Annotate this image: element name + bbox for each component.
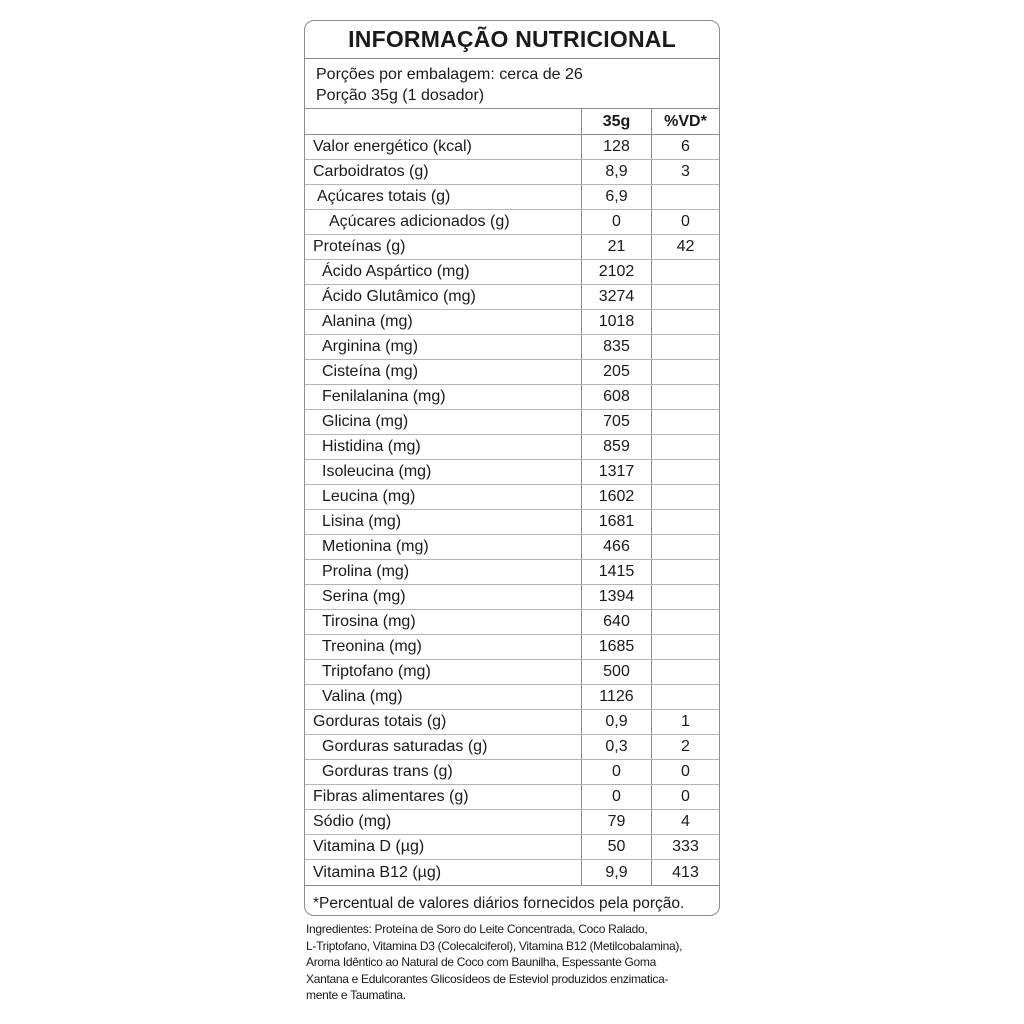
table-row xyxy=(305,535,719,560)
portion-size: Porção 35g (1 dosador) xyxy=(316,87,485,104)
nutrient-name: Leucina (mg) xyxy=(322,488,416,505)
ingredients-text xyxy=(306,921,726,1004)
ingredients-line: mente e Taumatina. xyxy=(306,988,406,1002)
nutrient-value: 1126 xyxy=(581,685,651,709)
nutrient-name: Carboidratos (g) xyxy=(313,163,429,180)
nutrient-name: Ácido Aspártico (mg) xyxy=(322,263,470,280)
nutrient-name: Metionina (mg) xyxy=(322,538,429,555)
nutrition-table xyxy=(305,109,719,886)
table-row xyxy=(305,685,719,710)
nutrient-name: Fibras alimentares (g) xyxy=(313,788,469,805)
table-row xyxy=(305,560,719,585)
nutrient-name: Isoleucina (mg) xyxy=(322,463,432,480)
nutrient-value: 0 xyxy=(581,760,651,784)
nutrient-name: Lisina (mg) xyxy=(322,513,402,530)
nutrient-value: 21 xyxy=(581,235,651,259)
nutrient-daily-value xyxy=(651,660,719,684)
nutrient-daily-value: 6 xyxy=(651,135,719,159)
nutrient-name: Triptofano (mg) xyxy=(322,663,431,680)
nutrient-value: 500 xyxy=(581,660,651,684)
nutrient-name: Gorduras trans (g) xyxy=(322,763,453,780)
nutrient-name: Açúcares adicionados (g) xyxy=(329,213,510,230)
nutrient-daily-value xyxy=(651,410,719,434)
table-row xyxy=(305,410,719,435)
nutrient-value: 1602 xyxy=(581,485,651,509)
nutrient-daily-value xyxy=(651,635,719,659)
nutrient-daily-value xyxy=(651,385,719,409)
table-row xyxy=(305,310,719,335)
nutrient-name: Gorduras totais (g) xyxy=(313,713,447,730)
nutrient-daily-value: 1 xyxy=(651,710,719,734)
label-title: INFORMAÇÃO NUTRICIONAL xyxy=(305,21,719,59)
nutrient-daily-value: 4 xyxy=(651,810,719,834)
table-row xyxy=(305,760,719,785)
nutrient-name: Histidina (mg) xyxy=(322,438,421,455)
nutrient-value: 859 xyxy=(581,435,651,459)
table-row xyxy=(305,660,719,685)
nutrient-name: Treonina (mg) xyxy=(322,638,422,655)
nutrient-daily-value xyxy=(651,510,719,534)
table-row xyxy=(305,485,719,510)
nutrient-value: 835 xyxy=(581,335,651,359)
ingredients-line: Aroma Idêntico ao Natural de Coco com Baunilha, Espessante Goma xyxy=(306,955,656,969)
nutrient-daily-value xyxy=(651,260,719,284)
column-header-portion: 35g xyxy=(581,109,651,134)
nutrient-daily-value: 0 xyxy=(651,760,719,784)
nutrient-daily-value: 333 xyxy=(651,835,719,859)
nutrient-daily-value: 0 xyxy=(651,785,719,809)
nutrient-daily-value: 0 xyxy=(651,210,719,234)
nutrient-name: Prolina (mg) xyxy=(322,563,410,580)
table-row xyxy=(305,735,719,760)
portions-per-package: Porções por embalagem: cerca de 26 xyxy=(316,66,583,83)
nutrient-value: 1415 xyxy=(581,560,651,584)
table-row xyxy=(305,285,719,310)
nutrient-name: Arginina (mg) xyxy=(322,338,419,355)
ingredients-line: L-Triptofano, Vitamina D3 (Colecalciferol), Vitamina B12 (Metilcobalamina), xyxy=(306,938,683,953)
nutrient-name: Glicina (mg) xyxy=(322,413,409,430)
nutrient-value: 0,9 xyxy=(581,710,651,734)
table-row xyxy=(305,860,719,885)
nutrient-daily-value: 413 xyxy=(651,860,719,885)
nutrient-value: 50 xyxy=(581,835,651,859)
nutrient-value: 1018 xyxy=(581,310,651,334)
nutrient-name: Valina (mg) xyxy=(322,688,403,705)
nutrient-daily-value xyxy=(651,435,719,459)
nutrient-daily-value xyxy=(651,535,719,559)
nutrient-value: 466 xyxy=(581,535,651,559)
table-row xyxy=(305,185,719,210)
column-header-nutrient xyxy=(305,109,581,134)
nutrient-value: 79 xyxy=(581,810,651,834)
nutrient-daily-value xyxy=(651,585,719,609)
nutrient-name: Proteínas (g) xyxy=(313,238,406,255)
nutrient-daily-value xyxy=(651,610,719,634)
nutrient-value: 205 xyxy=(581,360,651,384)
nutrient-name: Ácido Glutâmico (mg) xyxy=(322,288,476,305)
nutrient-daily-value xyxy=(651,335,719,359)
nutrient-name: Vitamina B12 (µg) xyxy=(313,863,442,881)
nutrient-value: 6,9 xyxy=(581,185,651,209)
nutrient-value: 0 xyxy=(581,210,651,234)
nutrient-daily-value xyxy=(651,485,719,509)
column-header-daily-value: %VD* xyxy=(651,109,719,134)
nutrient-daily-value xyxy=(651,560,719,584)
nutrient-value: 640 xyxy=(581,610,651,634)
nutrient-name: Sódio (mg) xyxy=(313,813,392,830)
table-row xyxy=(305,610,719,635)
table-row xyxy=(305,210,719,235)
nutrient-name: Cisteína (mg) xyxy=(322,363,419,380)
ingredients-line: Xantana e Edulcorantes Glicosídeos de Esteviol produzidos enzimatica- xyxy=(306,971,669,986)
nutrient-value: 1685 xyxy=(581,635,651,659)
nutrient-value: 1681 xyxy=(581,510,651,534)
table-row xyxy=(305,510,719,535)
table-row xyxy=(305,585,719,610)
nutrient-name: Açúcares totais (g) xyxy=(317,188,451,205)
table-row xyxy=(305,135,719,160)
nutrient-daily-value xyxy=(651,285,719,309)
nutrient-value: 128 xyxy=(581,135,651,159)
table-row xyxy=(305,460,719,485)
nutrient-daily-value: 3 xyxy=(651,160,719,184)
footnote: *Percentual de valores diários fornecidos pela porção. xyxy=(313,894,685,912)
nutrient-value: 705 xyxy=(581,410,651,434)
nutrient-name: Gorduras saturadas (g) xyxy=(322,738,488,755)
nutrient-value: 2102 xyxy=(581,260,651,284)
nutrient-name: Fenilalanina (mg) xyxy=(322,388,446,405)
nutrient-daily-value: 42 xyxy=(651,235,719,259)
table-row xyxy=(305,335,719,360)
table-row xyxy=(305,835,719,860)
table-row xyxy=(305,160,719,185)
nutrient-daily-value xyxy=(651,310,719,334)
nutrient-value: 0,3 xyxy=(581,735,651,759)
table-row xyxy=(305,385,719,410)
ingredients-line: Ingredientes: Proteína de Soro do Leite Concentrada, Coco Ralado, xyxy=(306,922,648,936)
nutrient-name: Valor energético (kcal) xyxy=(313,138,472,155)
table-row xyxy=(305,435,719,460)
nutrient-daily-value xyxy=(651,360,719,384)
nutrient-name: Alanina (mg) xyxy=(322,313,413,330)
table-row xyxy=(305,235,719,260)
nutrient-value: 3274 xyxy=(581,285,651,309)
table-row xyxy=(305,785,719,810)
table-row xyxy=(305,360,719,385)
portion-info xyxy=(305,59,719,109)
nutrient-value: 1317 xyxy=(581,460,651,484)
table-header-row xyxy=(305,109,719,135)
nutrition-facts-label xyxy=(304,20,720,916)
nutrient-daily-value xyxy=(651,185,719,209)
nutrient-daily-value xyxy=(651,685,719,709)
nutrient-name: Serina (mg) xyxy=(322,588,406,605)
table-row xyxy=(305,810,719,835)
nutrient-daily-value xyxy=(651,460,719,484)
nutrient-name: Vitamina D (µg) xyxy=(313,838,425,855)
nutrient-value: 608 xyxy=(581,385,651,409)
table-row xyxy=(305,635,719,660)
nutrient-daily-value: 2 xyxy=(651,735,719,759)
nutrient-value: 8,9 xyxy=(581,160,651,184)
nutrient-value: 0 xyxy=(581,785,651,809)
nutrient-value: 9,9 xyxy=(581,860,651,885)
nutrient-name: Tirosina (mg) xyxy=(322,613,416,630)
nutrient-value: 1394 xyxy=(581,585,651,609)
table-row xyxy=(305,710,719,735)
table-row xyxy=(305,260,719,285)
